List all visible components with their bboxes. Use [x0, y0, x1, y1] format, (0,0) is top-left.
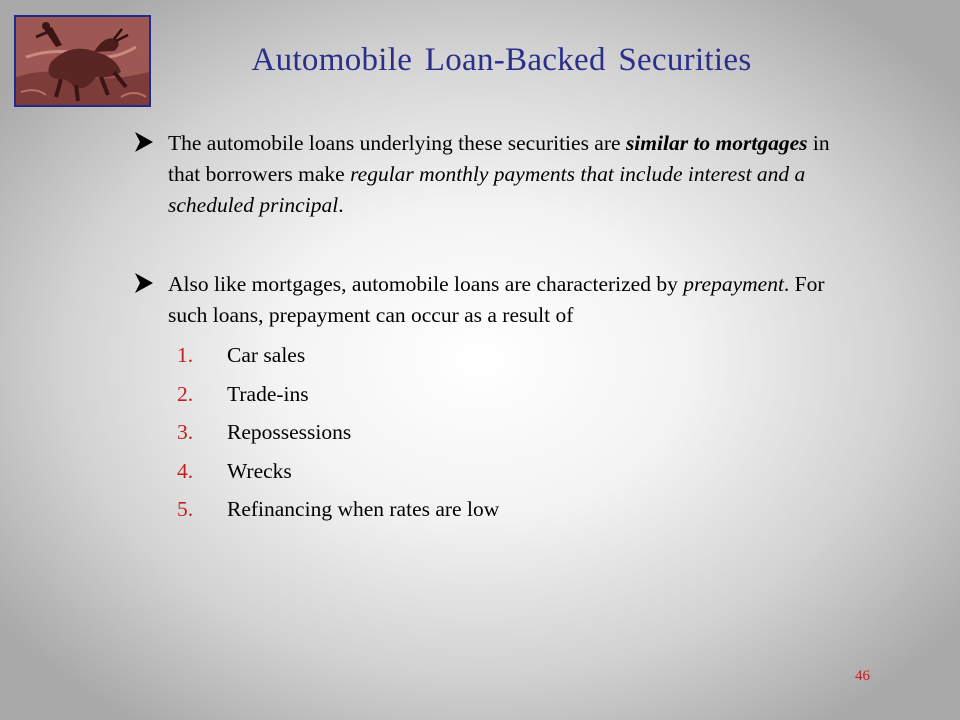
bullet-item-2: [134, 269, 854, 331]
list-item: [177, 340, 499, 379]
bullet-text-segment: The automobile loans underlying these securities are: [168, 131, 626, 155]
list-item-label: Trade-ins: [227, 381, 309, 406]
arrow-bullet-icon: [134, 272, 154, 294]
arrow-bullet-icon: [134, 131, 154, 153]
list-item: [177, 494, 499, 533]
bullet-text-segment: . For such loans, prepayment can occur as a result of: [168, 272, 825, 327]
bullet-text-2: [168, 269, 854, 331]
bullet-text-segment: .: [338, 193, 344, 217]
list-item-label: Refinancing when rates are low: [227, 497, 500, 521]
bullet-text-segment: in that borrowers make: [168, 131, 830, 186]
bullet-italic-segment: regular monthly payments that include interest and a scheduled principal: [168, 162, 806, 217]
list-item-number: 4.: [177, 458, 194, 483]
page-number: 46: [855, 668, 870, 684]
bullet-text-1: [168, 128, 854, 221]
bullet-emphasis-segment: similar to mortgages: [625, 131, 808, 155]
bullet-italic-segment: prepayment: [683, 272, 784, 296]
list-item: [177, 379, 499, 418]
slide-title: Automobile Loan-Backed Securities: [251, 42, 752, 78]
list-item-number: 3.: [177, 420, 194, 444]
list-item-number: 5.: [177, 497, 194, 521]
prepayment-reasons-list: [177, 340, 499, 533]
list-item-number: 2.: [177, 381, 194, 406]
list-item-number: 1.: [177, 343, 194, 367]
list-item-label: Wrecks: [227, 458, 292, 483]
bullet-item-1: [134, 128, 854, 221]
list-item: [177, 456, 499, 495]
list-item-label: Car sales: [227, 343, 306, 367]
bullet-text-segment: Also like mortgages, automobile loans are characterized by: [168, 272, 684, 296]
list-item: [177, 417, 499, 456]
list-item-label: Repossessions: [227, 420, 352, 444]
